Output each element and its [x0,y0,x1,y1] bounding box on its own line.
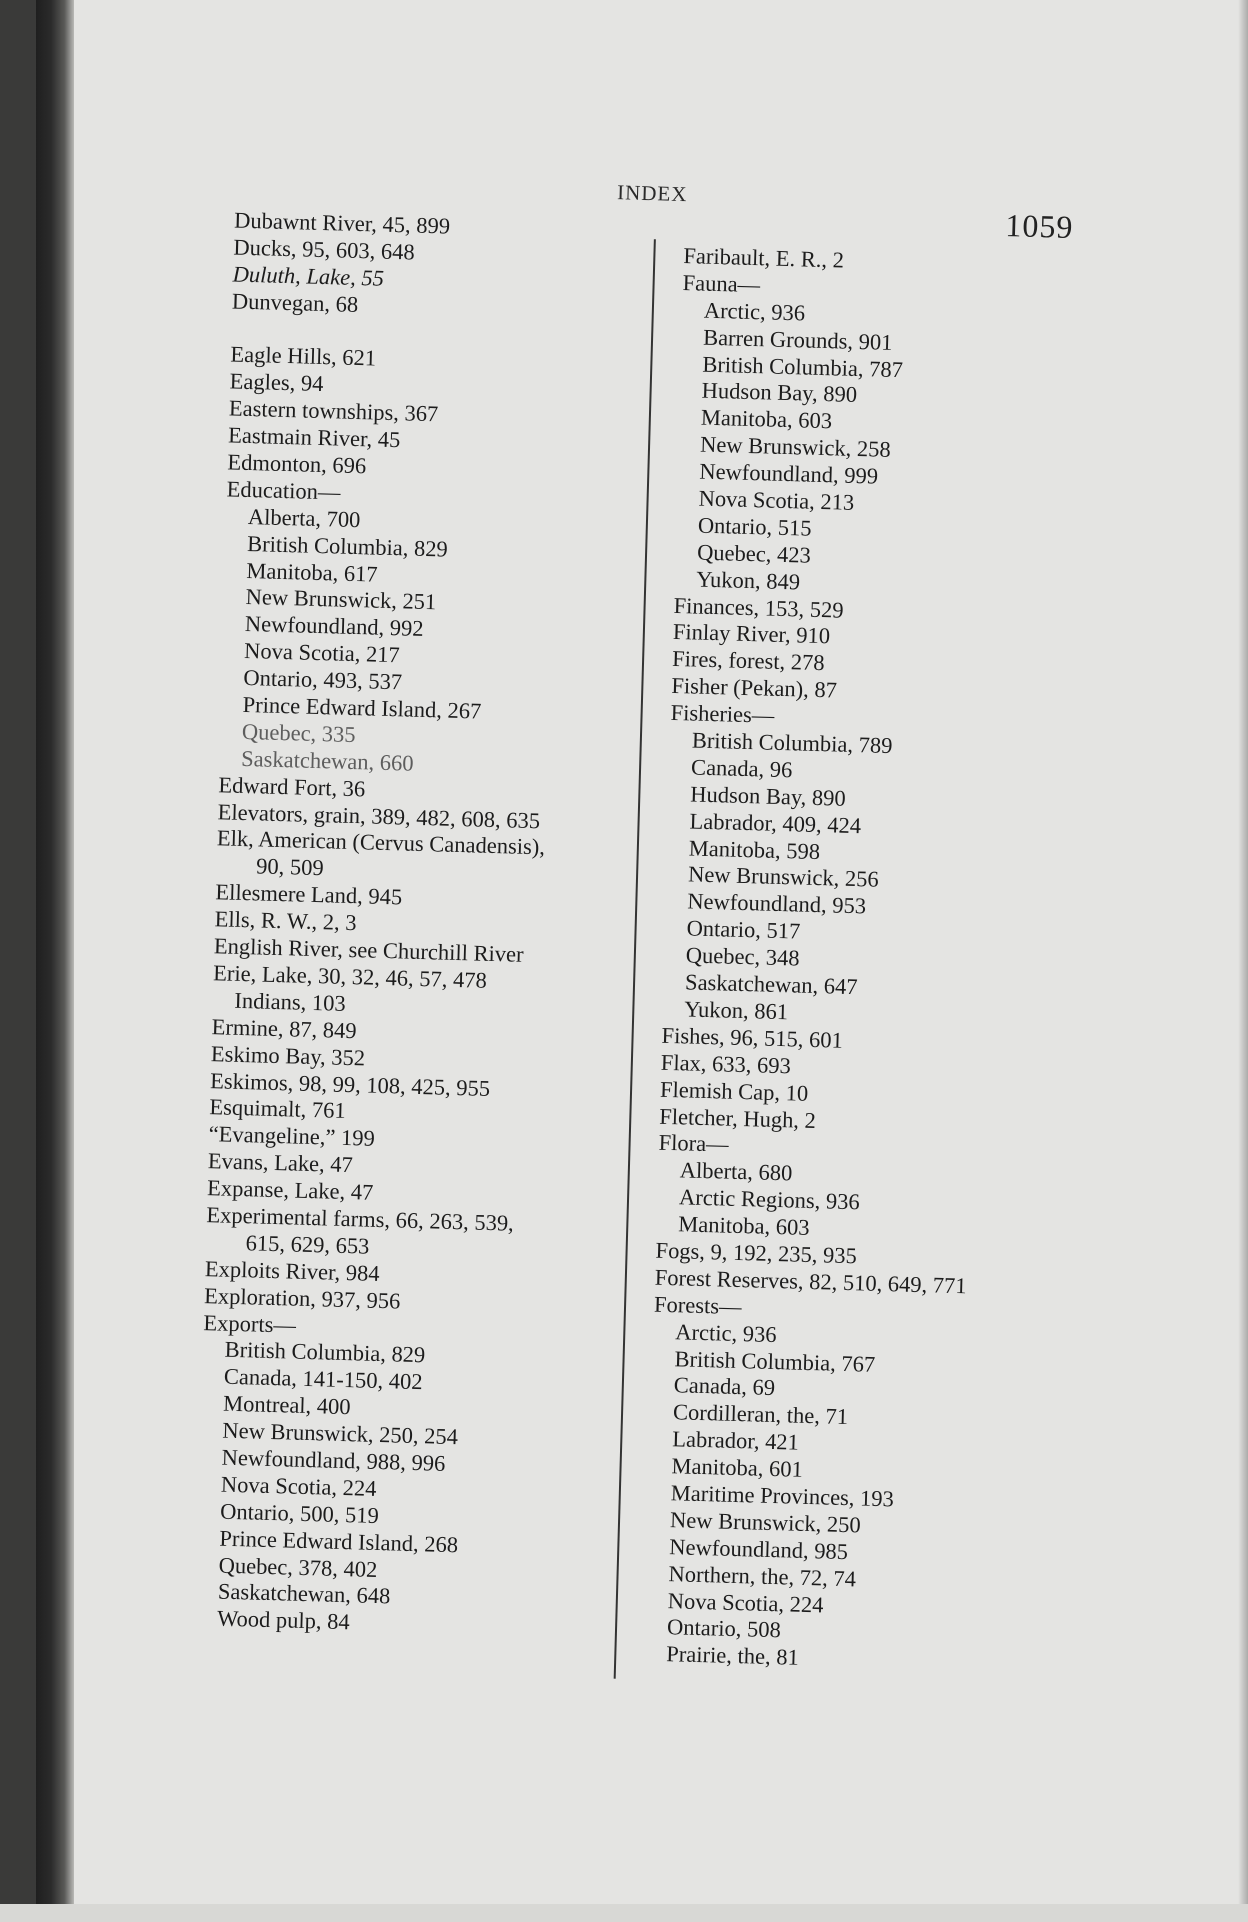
index-entry: Finlay River, 910 [672,619,831,649]
index-entry: Ellesmere Land, 945 [215,879,403,910]
index-subentry: British Columbia, 767 [674,1345,876,1377]
index-subentry: Alberta, 700 [247,503,361,532]
index-entry: Fires, forest, 278 [671,646,825,676]
index-subentry: Canada, 69 [673,1372,776,1401]
index-subentry: 90, 509 [255,853,325,881]
index-subentry: Nova Scotia, 224 [667,1587,824,1618]
index-subentry: New Brunswick, 251 [245,584,437,615]
index-subentry: Nova Scotia, 217 [243,638,401,668]
index-subentry: Maritime Provinces, 193 [670,1480,895,1512]
index-subentry: Arctic, 936 [703,297,806,326]
index-entry: Fogs, 9, 192, 235, 935 [655,1237,858,1269]
index-subentry: Northern, the, 72, 74 [668,1560,857,1592]
index-subentry: Nova Scotia, 213 [698,485,855,515]
index-subentry: Manitoba, 598 [688,835,821,864]
index-subentry: Manitoba, 617 [246,557,379,587]
index-entry: Eastern townships, 367 [228,395,439,427]
index-entry: Fauna— [682,269,761,298]
index-entry: Edmonton, 696 [227,449,367,479]
index-entry: Ermine, 87, 849 [211,1013,357,1043]
index-subentry: Saskatchewan, 660 [240,745,414,776]
index-entry: Fisher (Pekan), 87 [671,673,838,703]
index-entry: Elevators, grain, 389, 482, 608, 635 [217,798,541,833]
index-entry: Finances, 153, 529 [673,592,844,623]
index-subentry: Manitoba, 601 [671,1453,804,1482]
index-subentry: Newfoundland, 988, 996 [221,1444,446,1476]
index-entry: Flora— [658,1130,729,1158]
index-entry: Fishes, 96, 515, 601 [661,1022,844,1053]
index-subentry: Indians, 103 [234,987,347,1016]
index-subentry: Newfoundland, 992 [244,611,424,642]
index-subentry: 615, 629, 653 [245,1230,370,1259]
index-subentry: Quebec, 378, 402 [218,1552,378,1582]
index-subentry: Barren Grounds, 901 [702,324,893,355]
index-subentry: Prairie, the, 81 [666,1641,800,1671]
index-entry: Fisheries— [670,700,775,728]
index-subentry: Yukon, 849 [696,566,801,595]
index-subentry: British Columbia, 829 [246,530,449,562]
index-subentry: Newfoundland, 953 [687,888,867,919]
index-subentry: Ontario, 493, 537 [243,665,403,695]
index-subentry: Hudson Bay, 890 [701,378,858,408]
index-subentry: Canada, 141-150, 402 [223,1363,423,1395]
index-entry: Fletcher, Hugh, 2 [659,1103,817,1133]
index-subentry: Labrador, 421 [672,1426,800,1455]
running-header: INDEX [616,180,688,207]
index-subentry: Ontario, 500, 519 [219,1498,380,1528]
index-subentry: Quebec, 335 [241,718,356,748]
index-entry: “Evangeline,” 199 [208,1121,376,1152]
index-entry: Evans, Lake, 47 [207,1148,354,1178]
index-subentry: Prince Edward Island, 267 [242,691,482,724]
index-subentry: British Columbia, 787 [702,351,904,382]
index-entry: Expanse, Lake, 47 [206,1175,374,1205]
index-entry: English River, see Churchill River [213,933,524,967]
index-subentry: Ontario, 515 [697,512,812,541]
index-entry: Eastmain River, 45 [227,422,401,453]
index-subentry: Quebec, 423 [696,539,812,568]
index-subentry: British Columbia, 829 [224,1337,426,1368]
index-entry: Eagles, 94 [229,368,324,397]
index-column-left [195,208,595,1643]
index-entry: Ells, R. W., 2, 3 [214,906,357,936]
index-subentry: Prince Edward Island, 268 [219,1525,459,1557]
index-subentry: Saskatchewan, 647 [684,969,858,1000]
index-subentry: Manitoba, 603 [700,404,833,434]
index-entry: Erie, Lake, 30, 32, 46, 57, 478 [212,960,488,993]
index-subentry: Yukon, 861 [684,996,789,1025]
index-entry: Exploration, 937, 956 [203,1282,401,1314]
index-entry: Flemish Cap, 10 [659,1076,809,1106]
index-subentry: Montreal, 400 [222,1390,351,1420]
index-entry: Exports— [203,1309,297,1338]
index-subentry: Newfoundland, 999 [699,458,879,489]
index-entry: Esquimalt, 761 [209,1094,347,1124]
index-entry: Elk, American (Cervus Canadensis), [216,825,546,860]
index-subentry: Labrador, 409, 424 [689,808,862,838]
index-subentry: New Brunswick, 250, 254 [222,1417,459,1450]
index-entry: Exploits River, 984 [204,1255,380,1286]
index-entry: Flax, 633, 693 [660,1049,792,1079]
index-entry: Education— [226,476,341,505]
index-entry: Dunvegan, 68 [231,288,359,317]
index-subentry: Ontario, 517 [686,915,801,944]
index-subentry: Wood pulp, 84 [216,1605,351,1635]
index-subentry: Cordilleran, the, 71 [672,1399,849,1430]
index-subentry: Canada, 96 [690,754,793,783]
index-entry: Experimental farms, 66, 263, 539, [206,1202,515,1236]
page-number: 1059 [1004,207,1074,245]
index-subentry: Manitoba, 603 [678,1211,810,1241]
index-subentry: Newfoundland, 985 [669,1533,849,1564]
index-entry: Dubawnt River, 45, 899 [233,207,451,239]
index-entry: Faribault, E. R., 2 [683,243,845,273]
index-subentry: British Columbia, 789 [691,727,893,759]
index-subentry: Nova Scotia, 224 [220,1471,377,1501]
index-column-right [644,243,1044,1678]
index-subentry: Arctic, 936 [675,1318,777,1347]
index-entry: Forest Reserves, 82, 510, 649, 771 [654,1264,967,1299]
index-subentry: New Brunswick, 258 [699,431,892,463]
index-entry: Forests— [653,1291,742,1319]
index-subentry: Arctic Regions, 936 [678,1184,861,1215]
index-entry: Eagle Hills, 621 [230,341,377,371]
index-entry: Eskimo Bay, 352 [210,1040,366,1071]
index-subentry: Quebec, 348 [685,942,800,971]
index-subentry: Alberta, 680 [679,1157,793,1186]
index-entry: Eskimos, 98, 99, 108, 425, 955 [209,1067,491,1101]
index-entry: Edward Fort, 36 [218,771,366,802]
index-subentry: New Brunswick, 250 [669,1507,862,1538]
index-entry: Duluth, Lake, 55 [232,261,385,291]
index-subentry: Ontario, 508 [666,1614,782,1643]
index-subentry: Hudson Bay, 890 [690,781,847,811]
index-entry: Ducks, 95, 603, 648 [233,234,416,265]
index-subentry: Saskatchewan, 648 [217,1579,391,1609]
index-subentry: New Brunswick, 256 [687,861,880,893]
